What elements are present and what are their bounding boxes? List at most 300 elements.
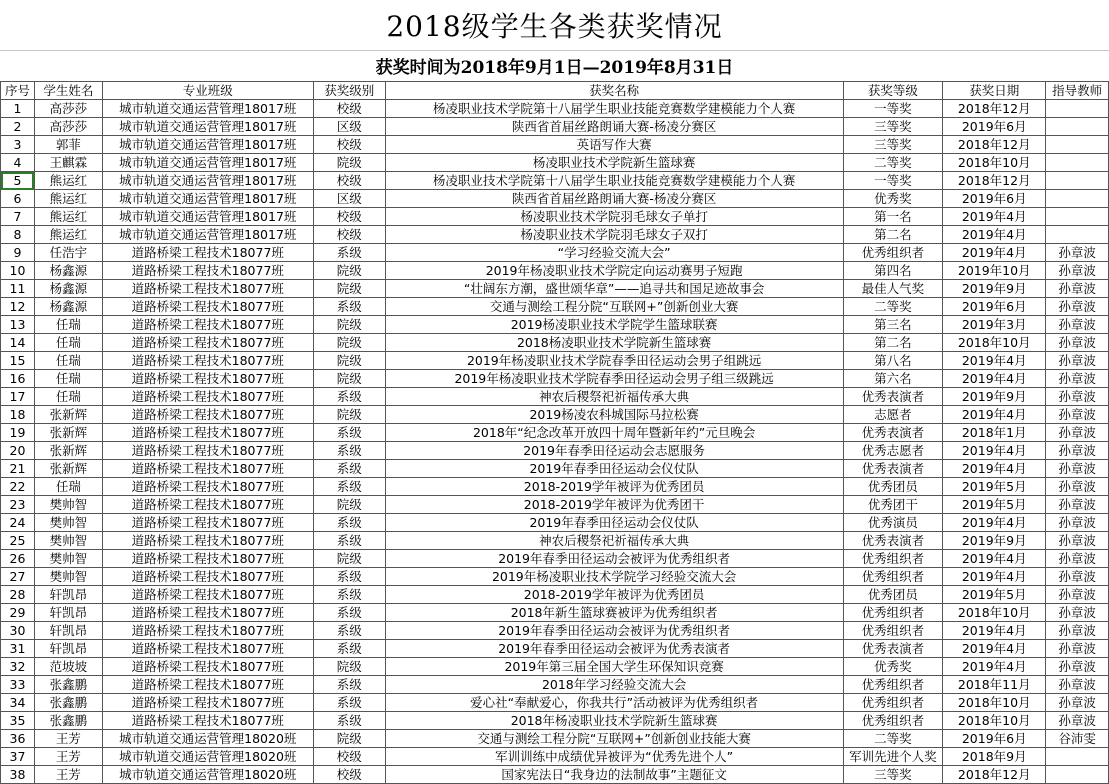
class-cell[interactable]: 道路桥梁工程技术18077班 (102, 262, 313, 280)
advisor-cell[interactable]: 孙章波 (1046, 388, 1109, 406)
award-grade-cell[interactable]: 优秀表演者 (843, 388, 943, 406)
award-date-cell[interactable]: 2019年4月 (943, 406, 1046, 424)
award-name-cell[interactable]: 神农后稷祭祀祈福传承大典 (385, 388, 843, 406)
award-date-cell[interactable]: 2018年1月 (943, 424, 1046, 442)
advisor-cell[interactable]: 孙章波 (1046, 568, 1109, 586)
index-cell[interactable]: 10 (1, 262, 35, 280)
award-level-cell[interactable]: 校级 (313, 208, 385, 226)
student-name-cell[interactable]: 熊运红 (34, 208, 102, 226)
index-cell[interactable]: 24 (1, 514, 35, 532)
student-name-cell[interactable]: 张新辉 (34, 406, 102, 424)
class-cell[interactable]: 城市轨道交通运营管理18017班 (102, 172, 313, 190)
award-date-cell[interactable]: 2019年4月 (943, 550, 1046, 568)
class-cell[interactable]: 道路桥梁工程技术18077班 (102, 694, 313, 712)
index-cell[interactable]: 22 (1, 478, 35, 496)
award-name-cell[interactable]: 国家宪法日“我身边的法制故事”主题征文 (385, 766, 843, 784)
index-cell[interactable]: 2 (1, 118, 35, 136)
class-cell[interactable]: 城市轨道交通运营管理18017班 (102, 190, 313, 208)
award-grade-cell[interactable]: 优秀组织者 (843, 712, 943, 730)
award-level-cell[interactable]: 系级 (313, 568, 385, 586)
award-date-cell[interactable]: 2019年4月 (943, 514, 1046, 532)
student-name-cell[interactable]: 樊帅智 (34, 496, 102, 514)
index-cell[interactable]: 12 (1, 298, 35, 316)
class-cell[interactable]: 城市轨道交通运营管理18017班 (102, 226, 313, 244)
advisor-cell[interactable]: 孙章波 (1046, 676, 1109, 694)
award-date-cell[interactable]: 2019年4月 (943, 568, 1046, 586)
header-index[interactable]: 序号 (1, 82, 35, 100)
student-name-cell[interactable]: 熊运红 (34, 172, 102, 190)
index-cell[interactable]: 1 (1, 100, 35, 118)
award-date-cell[interactable]: 2019年4月 (943, 622, 1046, 640)
advisor-cell[interactable]: 孙章波 (1046, 352, 1109, 370)
advisor-cell[interactable]: 孙章波 (1046, 298, 1109, 316)
award-grade-cell[interactable]: 志愿者 (843, 406, 943, 424)
advisor-cell[interactable]: 孙章波 (1046, 244, 1109, 262)
index-cell[interactable]: 6 (1, 190, 35, 208)
award-name-cell[interactable]: 2018年杨凌职业技术学院新生篮球赛 (385, 712, 843, 730)
advisor-cell[interactable] (1046, 226, 1109, 244)
advisor-cell[interactable]: 孙章波 (1046, 694, 1109, 712)
class-cell[interactable]: 道路桥梁工程技术18077班 (102, 514, 313, 532)
award-name-cell[interactable]: 2019杨凌职业技术学院学生篮球联赛 (385, 316, 843, 334)
award-date-cell[interactable]: 2019年4月 (943, 370, 1046, 388)
award-grade-cell[interactable]: 优秀表演者 (843, 424, 943, 442)
award-level-cell[interactable]: 系级 (313, 676, 385, 694)
award-grade-cell[interactable]: 优秀团员 (843, 478, 943, 496)
award-level-cell[interactable]: 系级 (313, 478, 385, 496)
award-level-cell[interactable]: 院级 (313, 406, 385, 424)
award-grade-cell[interactable]: 优秀志愿者 (843, 442, 943, 460)
advisor-cell[interactable]: 孙章波 (1046, 442, 1109, 460)
award-level-cell[interactable]: 系级 (313, 586, 385, 604)
award-name-cell[interactable]: 杨凌职业技术学院新生篮球赛 (385, 154, 843, 172)
index-cell[interactable]: 11 (1, 280, 35, 298)
index-cell[interactable]: 34 (1, 694, 35, 712)
index-cell[interactable]: 29 (1, 604, 35, 622)
award-name-cell[interactable]: 2018-2019学年被评为优秀团干 (385, 496, 843, 514)
award-grade-cell[interactable]: 优秀组织者 (843, 550, 943, 568)
index-cell[interactable]: 33 (1, 676, 35, 694)
award-level-cell[interactable]: 院级 (313, 352, 385, 370)
class-cell[interactable]: 道路桥梁工程技术18077班 (102, 352, 313, 370)
student-name-cell[interactable]: 王芳 (34, 730, 102, 748)
student-name-cell[interactable]: 轩凯昂 (34, 622, 102, 640)
student-name-cell[interactable]: 张鑫鹏 (34, 694, 102, 712)
award-level-cell[interactable]: 系级 (313, 424, 385, 442)
index-cell[interactable]: 32 (1, 658, 35, 676)
award-grade-cell[interactable]: 三等奖 (843, 118, 943, 136)
award-date-cell[interactable]: 2019年4月 (943, 208, 1046, 226)
award-level-cell[interactable]: 院级 (313, 370, 385, 388)
award-date-cell[interactable]: 2018年10月 (943, 604, 1046, 622)
award-grade-cell[interactable]: 一等奖 (843, 100, 943, 118)
award-name-cell[interactable]: 2019年杨凌职业技术学院春季田径运动会男子组三级跳远 (385, 370, 843, 388)
class-cell[interactable]: 道路桥梁工程技术18077班 (102, 586, 313, 604)
award-level-cell[interactable]: 系级 (313, 604, 385, 622)
student-name-cell[interactable]: 轩凯昂 (34, 604, 102, 622)
award-name-cell[interactable]: “学习经验交流大会” (385, 244, 843, 262)
advisor-cell[interactable] (1046, 766, 1109, 784)
index-cell[interactable]: 14 (1, 334, 35, 352)
index-cell[interactable]: 7 (1, 208, 35, 226)
advisor-cell[interactable] (1046, 136, 1109, 154)
award-level-cell[interactable]: 院级 (313, 730, 385, 748)
award-level-cell[interactable]: 校级 (313, 766, 385, 784)
index-cell[interactable]: 19 (1, 424, 35, 442)
advisor-cell[interactable]: 孙章波 (1046, 424, 1109, 442)
header-award-name[interactable]: 获奖名称 (385, 82, 843, 100)
advisor-cell[interactable]: 孙章波 (1046, 532, 1109, 550)
award-date-cell[interactable]: 2019年4月 (943, 244, 1046, 262)
award-grade-cell[interactable]: 优秀奖 (843, 190, 943, 208)
award-level-cell[interactable]: 院级 (313, 154, 385, 172)
class-cell[interactable]: 道路桥梁工程技术18077班 (102, 478, 313, 496)
student-name-cell[interactable]: 轩凯昂 (34, 640, 102, 658)
award-name-cell[interactable]: 交通与测绘工程分院“互联网+”创新创业技能大赛 (385, 730, 843, 748)
class-cell[interactable]: 道路桥梁工程技术18077班 (102, 712, 313, 730)
class-cell[interactable]: 城市轨道交通运营管理18020班 (102, 730, 313, 748)
class-cell[interactable]: 道路桥梁工程技术18077班 (102, 298, 313, 316)
award-level-cell[interactable]: 系级 (313, 298, 385, 316)
student-name-cell[interactable]: 高莎莎 (34, 100, 102, 118)
index-cell[interactable]: 17 (1, 388, 35, 406)
award-name-cell[interactable]: 2019年春季田径运动会被评为优秀组织者 (385, 622, 843, 640)
class-cell[interactable]: 道路桥梁工程技术18077班 (102, 622, 313, 640)
award-name-cell[interactable]: 交通与测绘工程分院“互联网+”创新创业大赛 (385, 298, 843, 316)
award-level-cell[interactable]: 院级 (313, 262, 385, 280)
award-grade-cell[interactable]: 优秀组织者 (843, 676, 943, 694)
class-cell[interactable]: 城市轨道交通运营管理18017班 (102, 118, 313, 136)
student-name-cell[interactable]: 杨鑫源 (34, 262, 102, 280)
award-level-cell[interactable]: 院级 (313, 316, 385, 334)
award-date-cell[interactable]: 2019年4月 (943, 658, 1046, 676)
award-grade-cell[interactable]: 优秀组织者 (843, 568, 943, 586)
index-cell[interactable]: 37 (1, 748, 35, 766)
award-level-cell[interactable]: 校级 (313, 748, 385, 766)
header-award-date[interactable]: 获奖日期 (943, 82, 1046, 100)
index-cell[interactable]: 18 (1, 406, 35, 424)
class-cell[interactable]: 道路桥梁工程技术18077班 (102, 316, 313, 334)
student-name-cell[interactable]: 任瑞 (34, 370, 102, 388)
class-cell[interactable]: 道路桥梁工程技术18077班 (102, 568, 313, 586)
class-cell[interactable]: 道路桥梁工程技术18077班 (102, 334, 313, 352)
student-name-cell[interactable]: 樊帅智 (34, 514, 102, 532)
advisor-cell[interactable]: 谷沛雯 (1046, 730, 1109, 748)
advisor-cell[interactable]: 孙章波 (1046, 622, 1109, 640)
award-level-cell[interactable]: 系级 (313, 694, 385, 712)
award-name-cell[interactable]: 2018杨凌职业技术学院新生篮球赛 (385, 334, 843, 352)
advisor-cell[interactable]: 孙章波 (1046, 478, 1109, 496)
student-name-cell[interactable]: 任浩宇 (34, 244, 102, 262)
award-name-cell[interactable]: 2019年杨凌职业技术学院春季田径运动会男子组跳远 (385, 352, 843, 370)
award-name-cell[interactable]: 2018年学习经验交流大会 (385, 676, 843, 694)
award-grade-cell[interactable]: 优秀团干 (843, 496, 943, 514)
award-grade-cell[interactable]: 军训先进个人奖 (843, 748, 943, 766)
award-name-cell[interactable]: 2019年春季田径运动会被评为优秀表演者 (385, 640, 843, 658)
advisor-cell[interactable]: 孙章波 (1046, 586, 1109, 604)
student-name-cell[interactable]: 任瑞 (34, 388, 102, 406)
advisor-cell[interactable]: 孙章波 (1046, 496, 1109, 514)
student-name-cell[interactable]: 张新辉 (34, 424, 102, 442)
award-name-cell[interactable]: 爱心社“奉献爱心，你我共行”活动被评为优秀组织者 (385, 694, 843, 712)
advisor-cell[interactable] (1046, 154, 1109, 172)
student-name-cell[interactable]: 张鑫鹏 (34, 676, 102, 694)
advisor-cell[interactable]: 孙章波 (1046, 262, 1109, 280)
award-grade-cell[interactable]: 优秀团员 (843, 586, 943, 604)
award-date-cell[interactable]: 2019年9月 (943, 532, 1046, 550)
award-date-cell[interactable]: 2018年10月 (943, 694, 1046, 712)
award-name-cell[interactable]: 杨凌职业技术学院第十八届学生职业技能竞赛数学建模能力个人赛 (385, 172, 843, 190)
award-level-cell[interactable]: 校级 (313, 226, 385, 244)
student-name-cell[interactable]: 樊帅智 (34, 568, 102, 586)
award-name-cell[interactable]: 陕西省首届丝路朗诵大赛-杨凌分赛区 (385, 118, 843, 136)
class-cell[interactable]: 城市轨道交通运营管理18017班 (102, 154, 313, 172)
award-grade-cell[interactable]: 最佳人气奖 (843, 280, 943, 298)
award-grade-cell[interactable]: 第三名 (843, 316, 943, 334)
student-name-cell[interactable]: 范坡坡 (34, 658, 102, 676)
award-date-cell[interactable]: 2018年12月 (943, 100, 1046, 118)
award-level-cell[interactable]: 院级 (313, 334, 385, 352)
award-date-cell[interactable]: 2018年12月 (943, 766, 1046, 784)
advisor-cell[interactable]: 孙章波 (1046, 514, 1109, 532)
award-level-cell[interactable]: 系级 (313, 712, 385, 730)
header-award-grade[interactable]: 获奖等级 (843, 82, 943, 100)
header-class[interactable]: 专业班级 (102, 82, 313, 100)
index-cell[interactable]: 27 (1, 568, 35, 586)
award-grade-cell[interactable]: 第一名 (843, 208, 943, 226)
index-cell[interactable]: 9 (1, 244, 35, 262)
award-grade-cell[interactable]: 优秀表演者 (843, 460, 943, 478)
award-grade-cell[interactable]: 二等奖 (843, 730, 943, 748)
class-cell[interactable]: 道路桥梁工程技术18077班 (102, 496, 313, 514)
sheet-subtitle[interactable]: 获奖时间为2018年9月1日—2019年8月31日 (375, 58, 734, 78)
award-level-cell[interactable]: 系级 (313, 244, 385, 262)
index-cell[interactable]: 15 (1, 352, 35, 370)
index-cell[interactable]: 35 (1, 712, 35, 730)
award-date-cell[interactable]: 2019年5月 (943, 478, 1046, 496)
award-name-cell[interactable]: 2019年春季田径运动会仪仗队 (385, 514, 843, 532)
index-cell[interactable]: 25 (1, 532, 35, 550)
class-cell[interactable]: 道路桥梁工程技术18077班 (102, 280, 313, 298)
award-date-cell[interactable]: 2019年9月 (943, 388, 1046, 406)
index-cell[interactable]: 5 (1, 172, 35, 190)
award-level-cell[interactable]: 系级 (313, 622, 385, 640)
award-date-cell[interactable]: 2019年9月 (943, 280, 1046, 298)
index-cell[interactable]: 4 (1, 154, 35, 172)
award-level-cell[interactable]: 院级 (313, 496, 385, 514)
award-grade-cell[interactable]: 第八名 (843, 352, 943, 370)
award-level-cell[interactable]: 区级 (313, 190, 385, 208)
class-cell[interactable]: 城市轨道交通运营管理18017班 (102, 136, 313, 154)
class-cell[interactable]: 道路桥梁工程技术18077班 (102, 244, 313, 262)
advisor-cell[interactable]: 孙章波 (1046, 640, 1109, 658)
student-name-cell[interactable]: 王芳 (34, 748, 102, 766)
index-cell[interactable]: 30 (1, 622, 35, 640)
award-grade-cell[interactable]: 第二名 (843, 334, 943, 352)
award-date-cell[interactable]: 2018年10月 (943, 712, 1046, 730)
award-level-cell[interactable]: 系级 (313, 460, 385, 478)
class-cell[interactable]: 城市轨道交通运营管理18017班 (102, 208, 313, 226)
award-date-cell[interactable]: 2018年10月 (943, 154, 1046, 172)
award-name-cell[interactable]: 2019年春季田径运动会志愿服务 (385, 442, 843, 460)
award-name-cell[interactable]: 杨凌职业技术学院羽毛球女子单打 (385, 208, 843, 226)
advisor-cell[interactable]: 孙章波 (1046, 712, 1109, 730)
award-date-cell[interactable]: 2019年10月 (943, 262, 1046, 280)
award-date-cell[interactable]: 2019年3月 (943, 316, 1046, 334)
award-date-cell[interactable]: 2018年9月 (943, 748, 1046, 766)
advisor-cell[interactable]: 孙章波 (1046, 370, 1109, 388)
index-cell[interactable]: 28 (1, 586, 35, 604)
student-name-cell[interactable]: 郭菲 (34, 136, 102, 154)
award-name-cell[interactable]: 军训训练中成绩优异被评为“优秀先进个人” (385, 748, 843, 766)
award-name-cell[interactable]: 2019年杨凌职业技术学院学习经验交流大会 (385, 568, 843, 586)
award-level-cell[interactable]: 校级 (313, 172, 385, 190)
advisor-cell[interactable]: 孙章波 (1046, 406, 1109, 424)
student-name-cell[interactable]: 任瑞 (34, 316, 102, 334)
class-cell[interactable]: 城市轨道交通运营管理18020班 (102, 748, 313, 766)
header-advisor[interactable]: 指导教师 (1046, 82, 1109, 100)
index-cell[interactable]: 21 (1, 460, 35, 478)
advisor-cell[interactable] (1046, 208, 1109, 226)
award-level-cell[interactable]: 区级 (313, 118, 385, 136)
award-level-cell[interactable]: 院级 (313, 658, 385, 676)
award-date-cell[interactable]: 2018年10月 (943, 334, 1046, 352)
advisor-cell[interactable]: 孙章波 (1046, 550, 1109, 568)
index-cell[interactable]: 23 (1, 496, 35, 514)
award-level-cell[interactable]: 系级 (313, 514, 385, 532)
class-cell[interactable]: 城市轨道交通运营管理18020班 (102, 766, 313, 784)
award-level-cell[interactable]: 校级 (313, 100, 385, 118)
award-name-cell[interactable]: 2018-2019学年被评为优秀团员 (385, 478, 843, 496)
student-name-cell[interactable]: 任瑞 (34, 334, 102, 352)
student-name-cell[interactable]: 张新辉 (34, 442, 102, 460)
advisor-cell[interactable]: 孙章波 (1046, 334, 1109, 352)
student-name-cell[interactable]: 任瑞 (34, 478, 102, 496)
advisor-cell[interactable] (1046, 748, 1109, 766)
student-name-cell[interactable]: 王芳 (34, 766, 102, 784)
award-grade-cell[interactable]: 第二名 (843, 226, 943, 244)
award-name-cell[interactable]: 2019年春季田径运动会仪仗队 (385, 460, 843, 478)
sheet-title[interactable]: 2018级学生各类获奖情况 (0, 0, 1109, 51)
class-cell[interactable]: 道路桥梁工程技术18077班 (102, 604, 313, 622)
award-grade-cell[interactable]: 优秀组织者 (843, 622, 943, 640)
class-cell[interactable]: 道路桥梁工程技术18077班 (102, 460, 313, 478)
award-name-cell[interactable]: 2019年第三届全国大学生环保知识竞赛 (385, 658, 843, 676)
award-name-cell[interactable]: “壮阔东方潮，盛世颂华章”——追寻共和国足迹故事会 (385, 280, 843, 298)
award-name-cell[interactable]: 2018-2019学年被评为优秀团员 (385, 586, 843, 604)
class-cell[interactable]: 道路桥梁工程技术18077班 (102, 640, 313, 658)
award-grade-cell[interactable]: 优秀演员 (843, 514, 943, 532)
award-date-cell[interactable]: 2019年5月 (943, 586, 1046, 604)
student-name-cell[interactable]: 张鑫鹏 (34, 712, 102, 730)
advisor-cell[interactable]: 孙章波 (1046, 460, 1109, 478)
student-name-cell[interactable]: 樊帅智 (34, 532, 102, 550)
award-date-cell[interactable]: 2019年6月 (943, 730, 1046, 748)
award-level-cell[interactable]: 系级 (313, 640, 385, 658)
student-name-cell[interactable]: 熊运红 (34, 190, 102, 208)
student-name-cell[interactable]: 张新辉 (34, 460, 102, 478)
award-name-cell[interactable]: 2019年杨凌职业技术学院定向运动赛男子短跑 (385, 262, 843, 280)
award-grade-cell[interactable]: 三等奖 (843, 136, 943, 154)
award-grade-cell[interactable]: 优秀表演者 (843, 640, 943, 658)
award-name-cell[interactable]: 神农后稷祭祀祈福传承大典 (385, 532, 843, 550)
award-name-cell[interactable]: 杨凌职业技术学院第十八届学生职业技能竞赛数学建模能力个人赛 (385, 100, 843, 118)
award-level-cell[interactable]: 系级 (313, 532, 385, 550)
award-name-cell[interactable]: 杨凌职业技术学院羽毛球女子双打 (385, 226, 843, 244)
class-cell[interactable]: 道路桥梁工程技术18077班 (102, 388, 313, 406)
award-name-cell[interactable]: 2018年“纪念改革开放四十周年暨新年约”元旦晚会 (385, 424, 843, 442)
advisor-cell[interactable]: 孙章波 (1046, 658, 1109, 676)
award-level-cell[interactable]: 校级 (313, 136, 385, 154)
advisor-cell[interactable] (1046, 172, 1109, 190)
class-cell[interactable]: 道路桥梁工程技术18077班 (102, 676, 313, 694)
index-cell[interactable]: 3 (1, 136, 35, 154)
index-cell[interactable]: 8 (1, 226, 35, 244)
index-cell[interactable]: 13 (1, 316, 35, 334)
award-name-cell[interactable]: 2018年新生篮球赛被评为优秀组织者 (385, 604, 843, 622)
award-date-cell[interactable]: 2019年4月 (943, 442, 1046, 460)
advisor-cell[interactable] (1046, 118, 1109, 136)
student-name-cell[interactable]: 任瑞 (34, 352, 102, 370)
award-name-cell[interactable]: 2019年春季田径运动会被评为优秀组织者 (385, 550, 843, 568)
student-name-cell[interactable]: 高莎莎 (34, 118, 102, 136)
advisor-cell[interactable]: 孙章波 (1046, 316, 1109, 334)
header-award-level[interactable]: 获奖级别 (313, 82, 385, 100)
index-cell[interactable]: 31 (1, 640, 35, 658)
header-student-name[interactable]: 学生姓名 (34, 82, 102, 100)
award-level-cell[interactable]: 系级 (313, 442, 385, 460)
index-cell[interactable]: 36 (1, 730, 35, 748)
class-cell[interactable]: 道路桥梁工程技术18077班 (102, 532, 313, 550)
award-date-cell[interactable]: 2019年4月 (943, 640, 1046, 658)
award-date-cell[interactable]: 2019年6月 (943, 118, 1046, 136)
award-grade-cell[interactable]: 一等奖 (843, 172, 943, 190)
award-date-cell[interactable]: 2018年12月 (943, 136, 1046, 154)
index-cell[interactable]: 16 (1, 370, 35, 388)
award-date-cell[interactable]: 2019年4月 (943, 226, 1046, 244)
advisor-cell[interactable] (1046, 190, 1109, 208)
award-name-cell[interactable]: 2019杨凌农科城国际马拉松赛 (385, 406, 843, 424)
award-level-cell[interactable]: 院级 (313, 550, 385, 568)
award-grade-cell[interactable]: 二等奖 (843, 154, 943, 172)
award-name-cell[interactable]: 陕西省首届丝路朗诵大赛-杨凌分赛区 (385, 190, 843, 208)
award-date-cell[interactable]: 2018年12月 (943, 172, 1046, 190)
advisor-cell[interactable] (1046, 100, 1109, 118)
student-name-cell[interactable]: 樊帅智 (34, 550, 102, 568)
award-grade-cell[interactable]: 优秀组织者 (843, 694, 943, 712)
student-name-cell[interactable]: 杨鑫源 (34, 298, 102, 316)
award-grade-cell[interactable]: 第六名 (843, 370, 943, 388)
advisor-cell[interactable]: 孙章波 (1046, 604, 1109, 622)
award-date-cell[interactable]: 2018年11月 (943, 676, 1046, 694)
class-cell[interactable]: 道路桥梁工程技术18077班 (102, 550, 313, 568)
award-level-cell[interactable]: 系级 (313, 388, 385, 406)
award-date-cell[interactable]: 2019年6月 (943, 190, 1046, 208)
award-grade-cell[interactable]: 三等奖 (843, 766, 943, 784)
award-grade-cell[interactable]: 二等奖 (843, 298, 943, 316)
award-grade-cell[interactable]: 优秀组织者 (843, 244, 943, 262)
class-cell[interactable]: 道路桥梁工程技术18077班 (102, 424, 313, 442)
award-level-cell[interactable]: 院级 (313, 280, 385, 298)
class-cell[interactable]: 道路桥梁工程技术18077班 (102, 442, 313, 460)
award-name-cell[interactable]: 英语写作大赛 (385, 136, 843, 154)
class-cell[interactable]: 道路桥梁工程技术18077班 (102, 370, 313, 388)
index-cell[interactable]: 38 (1, 766, 35, 784)
award-grade-cell[interactable]: 第四名 (843, 262, 943, 280)
student-name-cell[interactable]: 熊运红 (34, 226, 102, 244)
award-date-cell[interactable]: 2019年4月 (943, 460, 1046, 478)
class-cell[interactable]: 城市轨道交通运营管理18017班 (102, 100, 313, 118)
